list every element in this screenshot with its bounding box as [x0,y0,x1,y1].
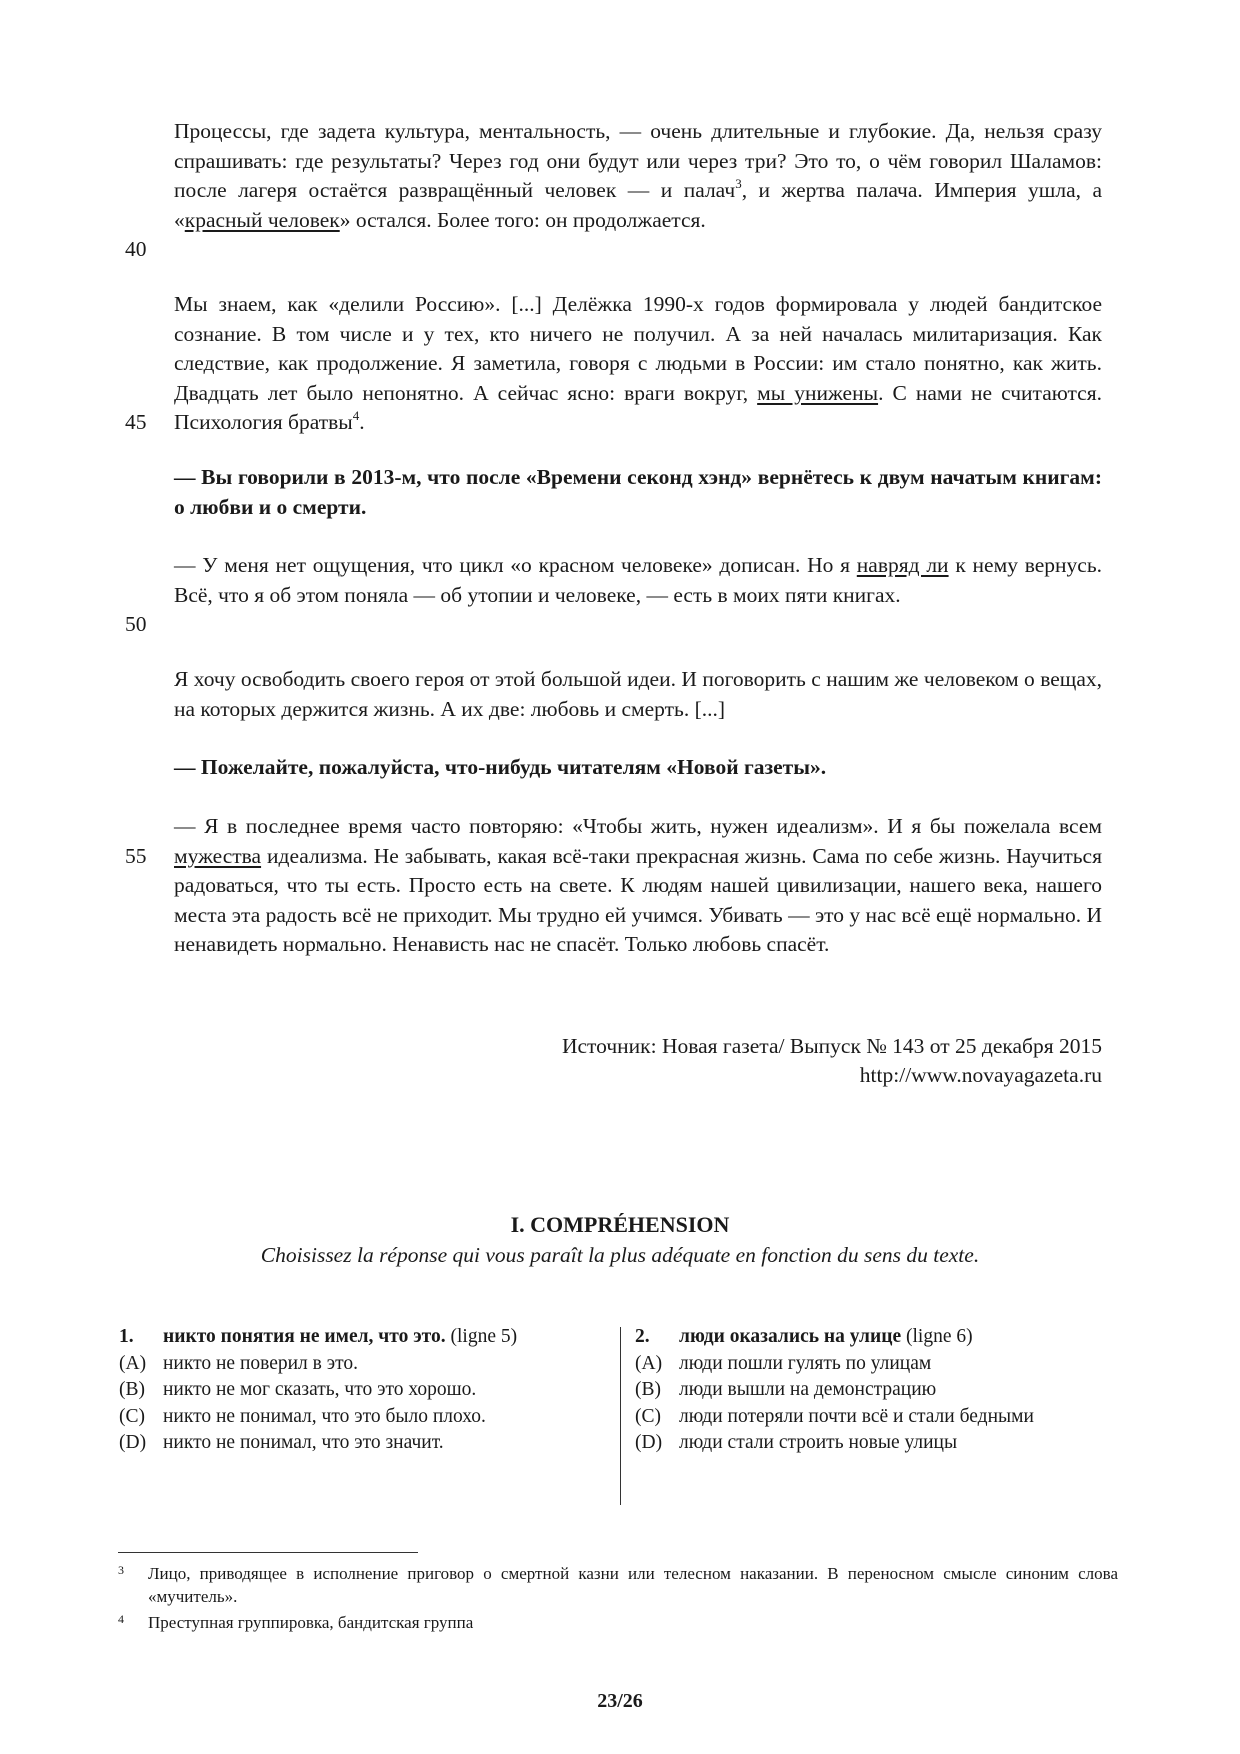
underlined-phrase-krasny-chelovek: красный человек [184,207,340,232]
line-number-50: 50 [125,612,147,636]
footnote-ref-4[interactable]: 4 [352,408,360,424]
line-number-45: 45 [125,410,147,434]
paragraph-4: Я хочу освободить своего героя от этой большой идеи. И поговорить с нашим же человеком о вещах, на которых держится жизнь. А их две: любовь и смерть. [...] [174,667,1102,721]
footnote-rule [118,1552,418,1553]
underlined-phrase-muzhestva: мужества [174,843,262,868]
question-2-title: 2. люди оказались на улице (ligne 6) [635,1326,973,1347]
paragraph-5: — Я в последнее время часто повторяю: «Чтобы жить, нужен идеализм». И я бы пожелала всем мужества идеализма. Не забывать, какая всё-таки прекрасная жизнь. Сама по себе жизнь. Научиться радоваться, что ты есть. Просто есть на свете. К людям нашей цивилизации, нашего века, нашего места эта радость всё не приходит. Мы трудно ей учимся. Убивать — это у нас всё ещё нормально. И ненавидеть нормально. Ненависть нас не спасёт. Только любовь спасёт. [174,814,1102,957]
column-divider [620,1327,621,1505]
question-1-option-c[interactable]: (C) никто не понимал, что это было плохо. [119,1405,486,1427]
paragraph-2: Мы знаем, как «делили Россию». [...] Делёжка 1990-х годов формировала у людей бандитское сознание. В том числе и у тех, кто ничего не получил. А за ней началась милитаризация. Как следствие, как продолжение. Я заметила, говоря с людьми в России: им стало понятно, как жить. Двадцать лет было непонятно. А сейчас ясно: враги вокруг, мы унижены. С нами не считаются. Психология братвы$^4$. [174,292,1102,435]
line-number-55: 55 [125,844,147,868]
question-1-option-d[interactable]: (D) никто не понимал, что это значит. [119,1432,444,1453]
footnote-4-number: 4 [118,1612,124,1626]
interview-question-2: — Пожелайте, пожалуйста, что-нибудь читателям «Новой газеты». [174,755,827,779]
question-2 [635,1324,1034,1457]
section-title: I. COMPRÉHENSION [510,1212,730,1237]
section-instruction: Choisissez la réponse qui vous paraît la plus adéquate en fonction du sens du texte. [260,1243,980,1267]
question-1-title: 1. никто понятия не имел, что это. (ligne 5) [119,1326,518,1347]
question-1-option-a[interactable]: (A) никто не поверил в это. [119,1352,359,1374]
paragraph-3: — У меня нет ощущения, что цикл «о красном человеке» дописан. Но я навряд ли к нему вернусь. Всё, что я об этом поняла — об утопии и человеке, — есть в моих пяти книгах. [174,553,1102,607]
line-number-40: 40 [125,237,147,261]
page-number: 23/26 [597,1690,643,1712]
question-1-option-b[interactable]: (B) никто не мог сказать, что это хорошо. [119,1379,477,1400]
paragraph-1: Процессы, где задета культура, ментальность, — очень длительные и глубокие. Да, нельзя сразу спрашивать: где результаты? Через год они будут или через три? Это то, о чём говорил Шаламов: после лагеря остаётся развращённый человек — и палач$^3$, и жертва палача. Империя ушла, а «красный человек» остался. Более того: он продолжается. [174,119,1102,232]
footnote-3 [118,1562,1118,1608]
source-url[interactable]: http://www.novayagazeta.ru [859,1063,1102,1087]
footnote-4 [118,1611,1118,1634]
question-2-option-a[interactable]: (A) люди пошли гулять по улицам [635,1352,932,1374]
question-2-option-d[interactable]: (D) люди стали строить новые улицы [635,1432,958,1453]
underlined-phrase-my-unizheny: мы унижены [757,380,879,405]
footnote-3-number: 3 [118,1563,124,1577]
footnote-ref-3[interactable]: 3 [735,176,742,192]
footnote-3-text: Лицо, приводящее в исполнение приговор о смертной казни или телесном наказании. В переносном смысле синоним слова «мучитель». [148,1564,1118,1606]
source-citation: Источник: Новая газета/ Выпуск № 143 от 25 декабря 2015 [561,1034,1102,1058]
question-1 [119,1324,517,1457]
underlined-phrase-navryad-li: навряд ли [856,553,949,577]
question-2-option-c[interactable]: (C) люди потеряли почти всё и стали бедными [635,1405,1034,1427]
question-2-option-b[interactable]: (B) люди вышли на демонстрацию [635,1379,937,1400]
footnote-4-text: Преступная группировка, бандитская группа [148,1613,474,1632]
interview-question-1: — Вы говорили в 2013-м, что после «Времени секонд хэнд» вернётесь к двум начатым книгам: о любви и о смерти. [174,465,1102,519]
